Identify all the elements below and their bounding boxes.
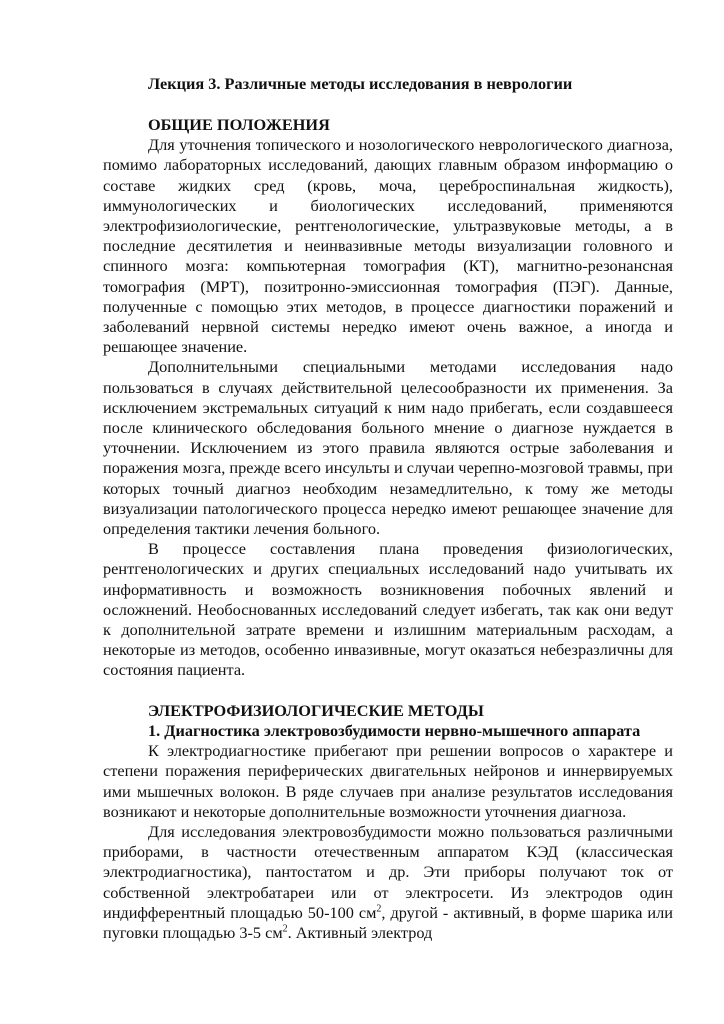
superscript-squared: 2 [282,923,288,935]
paragraph-general-2: Дополнительными специальными методами исследования надо пользоваться в случаях действительной целесообразности их применения. За исключением экстремальных ситуаций к ним надо прибегать, если создавшееся после клинического обследования больного мнение о диагнозе нуждается в уточнении. Исключением из этого правила являются острые заболевания и поражения мозга, прежде всего инсульты и случаи черепно-мозговой травмы, при которых точный диагноз необходим незамедлительно, к тому же методы визуализации патологического процесса нередко имеют решающее значение для определения тактики лечения больного. [103,357,674,539]
lecture-title: Лекция 3. Различные методы исследования в неврологии [148,74,573,93]
section-heading-general: ОБЩИЕ ПОЛОЖЕНИЯ [148,115,330,134]
paragraph-electro-2-text-a: Для исследования электровозбудимости можно пользоваться различными приборами, в частности отечественным аппаратом КЭД (классическая электродиагностика), пантостатом и др. Эти приборы получают ток от собственной электробатареи или от электросети. Из электродов один индифферентный площадью 50-100 см [103,821,673,922]
paragraph-electro-2-text-c: . Активный электрод [287,922,433,942]
paragraph-electro-1: К электродиагностике прибегают при решении вопросов о характере и степени поражения периферических двигательных нейронов и иннервируемых ими мышечных волокон. В ряде случаев при анализе результатов исследования возникают и некоторые дополнительные возможности уточнения диагноза. [103,741,673,821]
paragraph-electro-2-text-b: , другой - активный, в форме шарика или пуговки площадью 3-5 см [103,902,673,942]
section-heading-electro: ЭЛЕКТРОФИЗИОЛОГИЧЕСКИЕ МЕТОДЫ [148,700,484,720]
superscript-squared: 2 [376,903,382,915]
document-body [103,74,673,943]
paragraph-general-3: В процессе составления плана проведения физиологических, рентгенологических и других специальных исследований надо учитывать их информативность и возможность возникновения побочных явлений и осложнений. Необоснованных исследований следует избегать, так как они ведут к дополнительной затрате времени и излишним материальным расходам, а некоторые из методов, особенно инвазивные, могут оказаться небезразличны для состояния пациента. [103,539,673,680]
subsection-heading-electroexcitability: 1. Диагностика электровозбудимости нервно-мышечного аппарата [148,720,641,740]
paragraph-electro-2 [103,822,673,943]
paragraph-general-1: Для уточнения топического и нозологического неврологического диагноза, помимо лабораторных исследований, дающих главным образом информацию о составе жидких сред (кровь, моча, цереброспинальная жидкость), иммунологических и биологических исследований, применяются электрофизиологические, рентгенологические, ультразвуковые методы, а в последние десятилетия и неинвазивные методы визуализации головного и спинного мозга: компьютерная томография (КТ), магнитно-резонансная томография (МРТ), позитронно-эмиссионная томография (ПЭГ). Данные, полученные с помощью этих методов, в процессе диагностики поражений и заболеваний нервной системы нередко имеют очень важное, а иногда и решающее значение. [103,135,673,357]
